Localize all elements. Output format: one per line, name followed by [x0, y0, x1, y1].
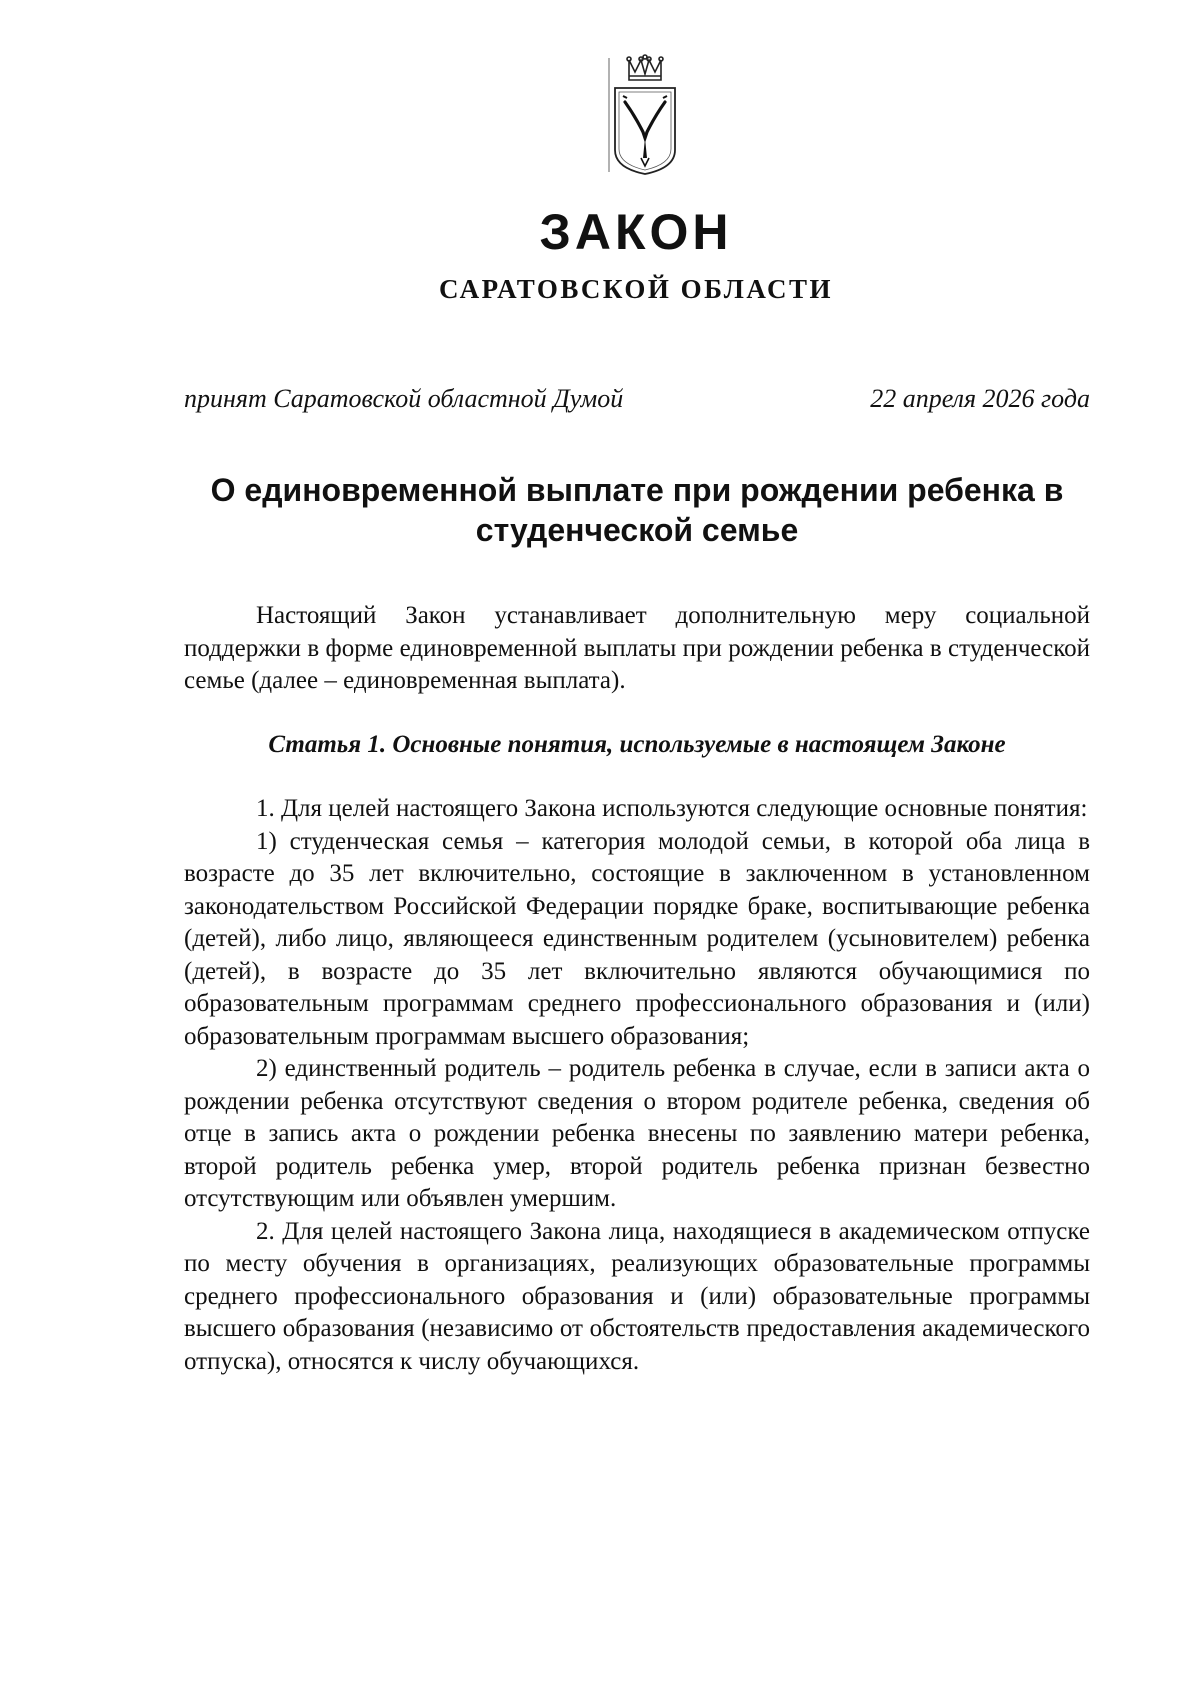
coat-of-arms-icon	[605, 54, 685, 178]
article-paragraph: 1. Для целей настоящего Закона используются следующие основные понятия:	[256, 795, 1088, 822]
article-body	[184, 793, 1090, 1378]
preamble-paragraph: Настоящий Закон устанавливает дополнительную меру социальной поддержки в форме единовременной выплаты при рождении ребенка в студенческой семье (далее – единовременная выплата).	[184, 602, 1090, 694]
article-heading: Статья 1. Основные понятия, используемые в настоящем Законе	[268, 731, 1006, 758]
article-paragraph: 2. Для целей настоящего Закона лица, находящиеся в академическом отпуске по месту обучения в организациях, реализующих образовательные программы среднего профессионального образования и (или) образовательные программы высшего образования (независимо от обстоятельств предоставления академического отпуска), относятся к числу обучающихся.	[184, 1217, 1090, 1375]
law-title: О единовременной выплате при рождении ребенка в студенческой семье	[210, 472, 1064, 548]
adoption-body: принят Саратовской областной Думой	[184, 384, 624, 413]
document-title: ЗАКОН	[539, 204, 733, 260]
article-paragraph: 1) студенческая семья – категория молодой семьи, в которой оба лица в возрасте до 35 лет включительно, состоящие в заключенном в установленном законодательством Российской Федерации порядке браке, воспитывающие ребенка (детей), либо лицо, являющееся единственным родителем (усыновителем) ребенка (детей), в возрасте до 35 лет включительно являются обучающимися по образовательным программам среднего профессионального образования и (или) образовательным программам высшего образования;	[184, 827, 1090, 1050]
adoption-line	[184, 383, 1090, 415]
adoption-date: 22 апреля 2026 года	[870, 384, 1090, 413]
article-paragraph: 2) единственный родитель – родитель ребенка в случае, если в записи акта о рождении ребенка отсутствуют сведения о втором родителе ребенка, сведения об отце в запись акта о рождении ребенка внесены по заявлению матери ребенка, второй родитель ребенка умер, второй родитель ребенка признан безвестно отсутствующим или объявлен умершим.	[184, 1055, 1090, 1212]
preamble	[184, 600, 1090, 698]
document-subtitle: САРАТОВСКОЙ ОБЛАСТИ	[438, 274, 834, 304]
